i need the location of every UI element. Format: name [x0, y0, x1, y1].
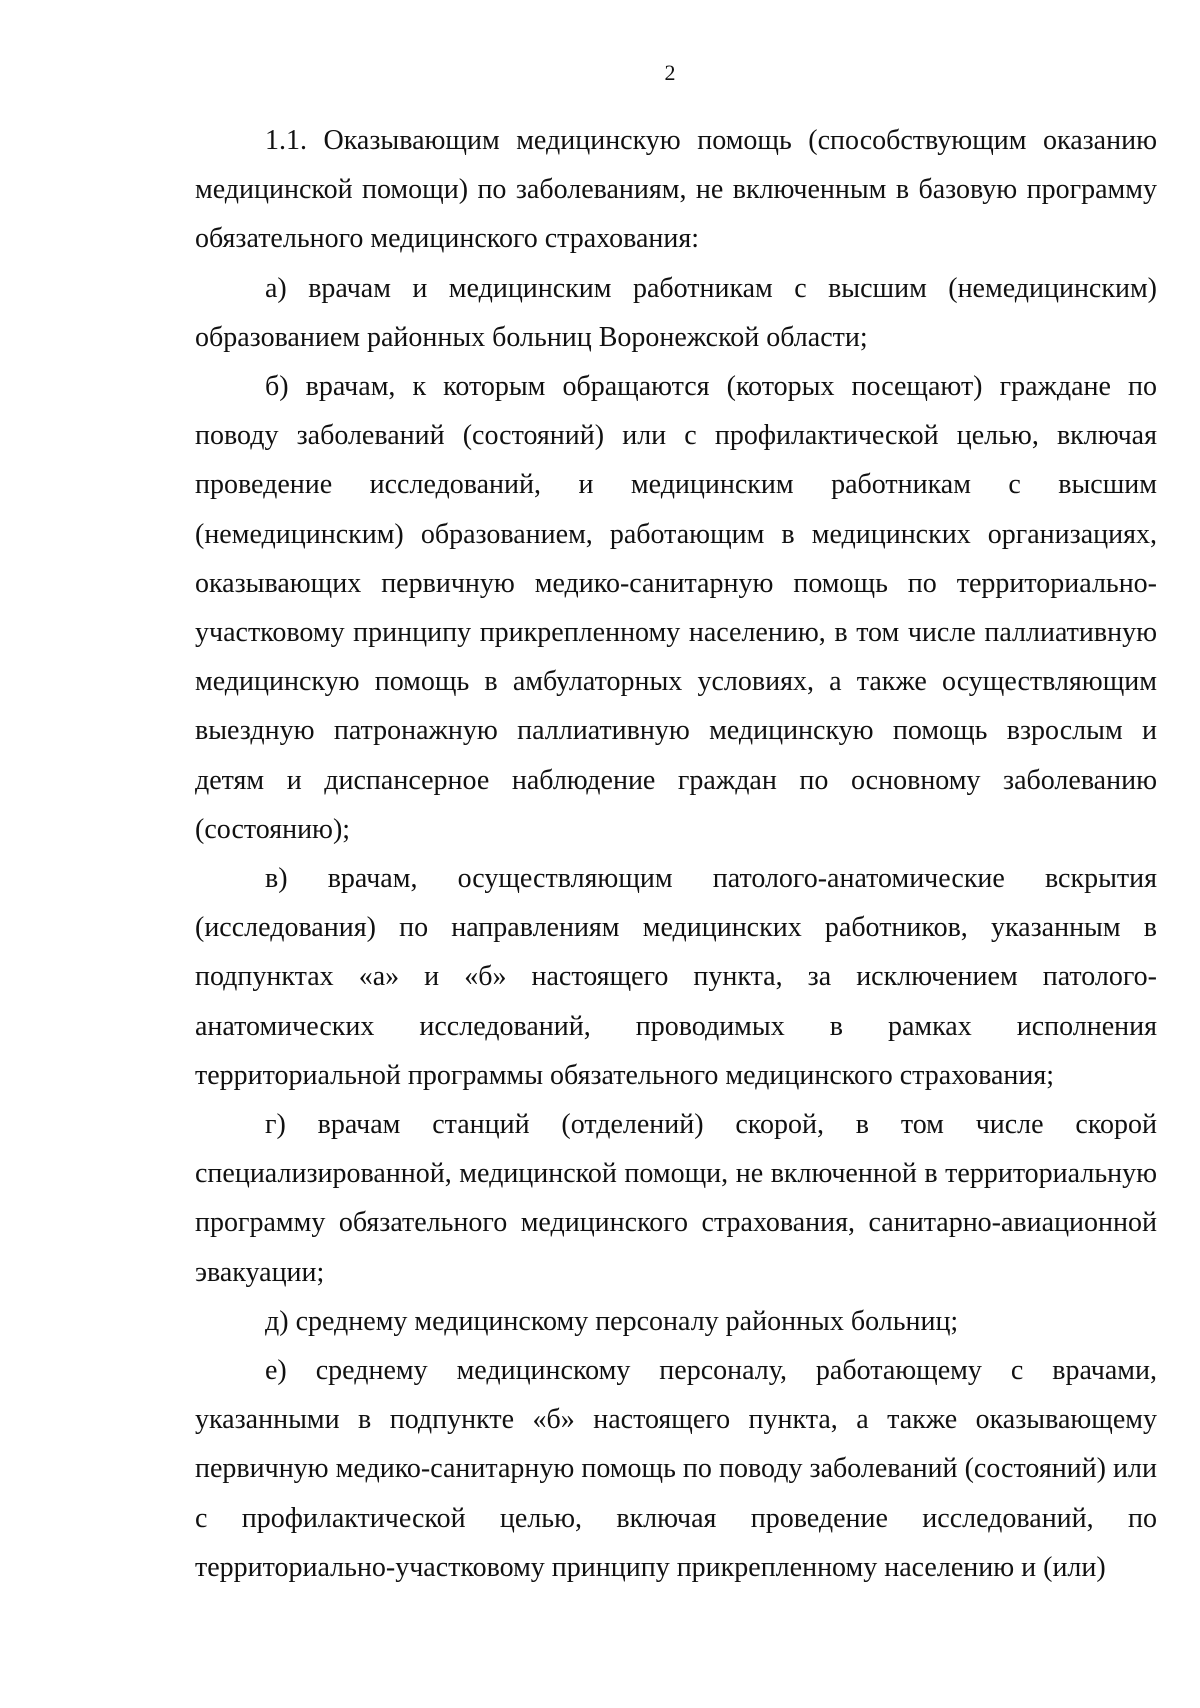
paragraph-1-1: 1.1. Оказывающим медицинскую помощь (способствующим оказанию медицинской помощи) по заболеваниям, не включенным в базовую программу обязательного медицинского страхования: [195, 125, 1157, 255]
paragraph-subitem-g: г) врачам станций (отделений) скорой, в том числе скорой специализированной, медицинской помощи, не включенной в территориальную программу обязательного медицинского страхования, санитарно-авиационной эвакуации; [195, 1109, 1157, 1288]
paragraph-subitem-a: а) врачам и медицинским работникам с высшим (немедицинским) образованием районных больниц Воронежской области; [195, 272, 1157, 353]
paragraph-subitem-v: в) врачам, осуществляющим патолого-анатомические вскрытия (исследования) по направлениям медицинских работников, указанным в подпунктах «а» и «б» настоящего пункта, за исключением патолого-анатомических исследований, проводимых в рамках исполнения территориальной программы обязательного медицинского страхования; [195, 863, 1157, 1091]
paragraph-subitem-b: б) врачам, к которым обращаются (которых посещают) граждане по поводу заболеваний (состояний) или с профилактической целью, включая проведение исследований, и медицинским работникам с высшим (немедицинским) образованием, работающим в медицинских организациях, оказывающих первичную медико-санитарную помощь по территориально-участковому принципу прикрепленному населению, в том числе паллиативную медицинскую помощь в амбулаторных условиях, а также осуществляющим выездную патронажную паллиативную медицинскую помощь взрослым и детям и диспансерное наблюдение граждан по основному заболеванию (состоянию); [195, 371, 1157, 845]
paragraph-subitem-d: д) среднему медицинскому персоналу районных больниц; [265, 1305, 959, 1337]
document-body [195, 116, 1157, 1592]
paragraph-subitem-e: е) среднему медицинскому персоналу, работающему с врачами, указанными в подпункте «б» настоящего пункта, а также оказывающему первичную медико-санитарную помощь по поводу заболеваний (состояний) или с профилактической целью, включая проведение исследований, по территориально-участковому принципу прикрепленному населению и (или) [195, 1355, 1157, 1583]
page-number: 2 [664, 60, 676, 85]
